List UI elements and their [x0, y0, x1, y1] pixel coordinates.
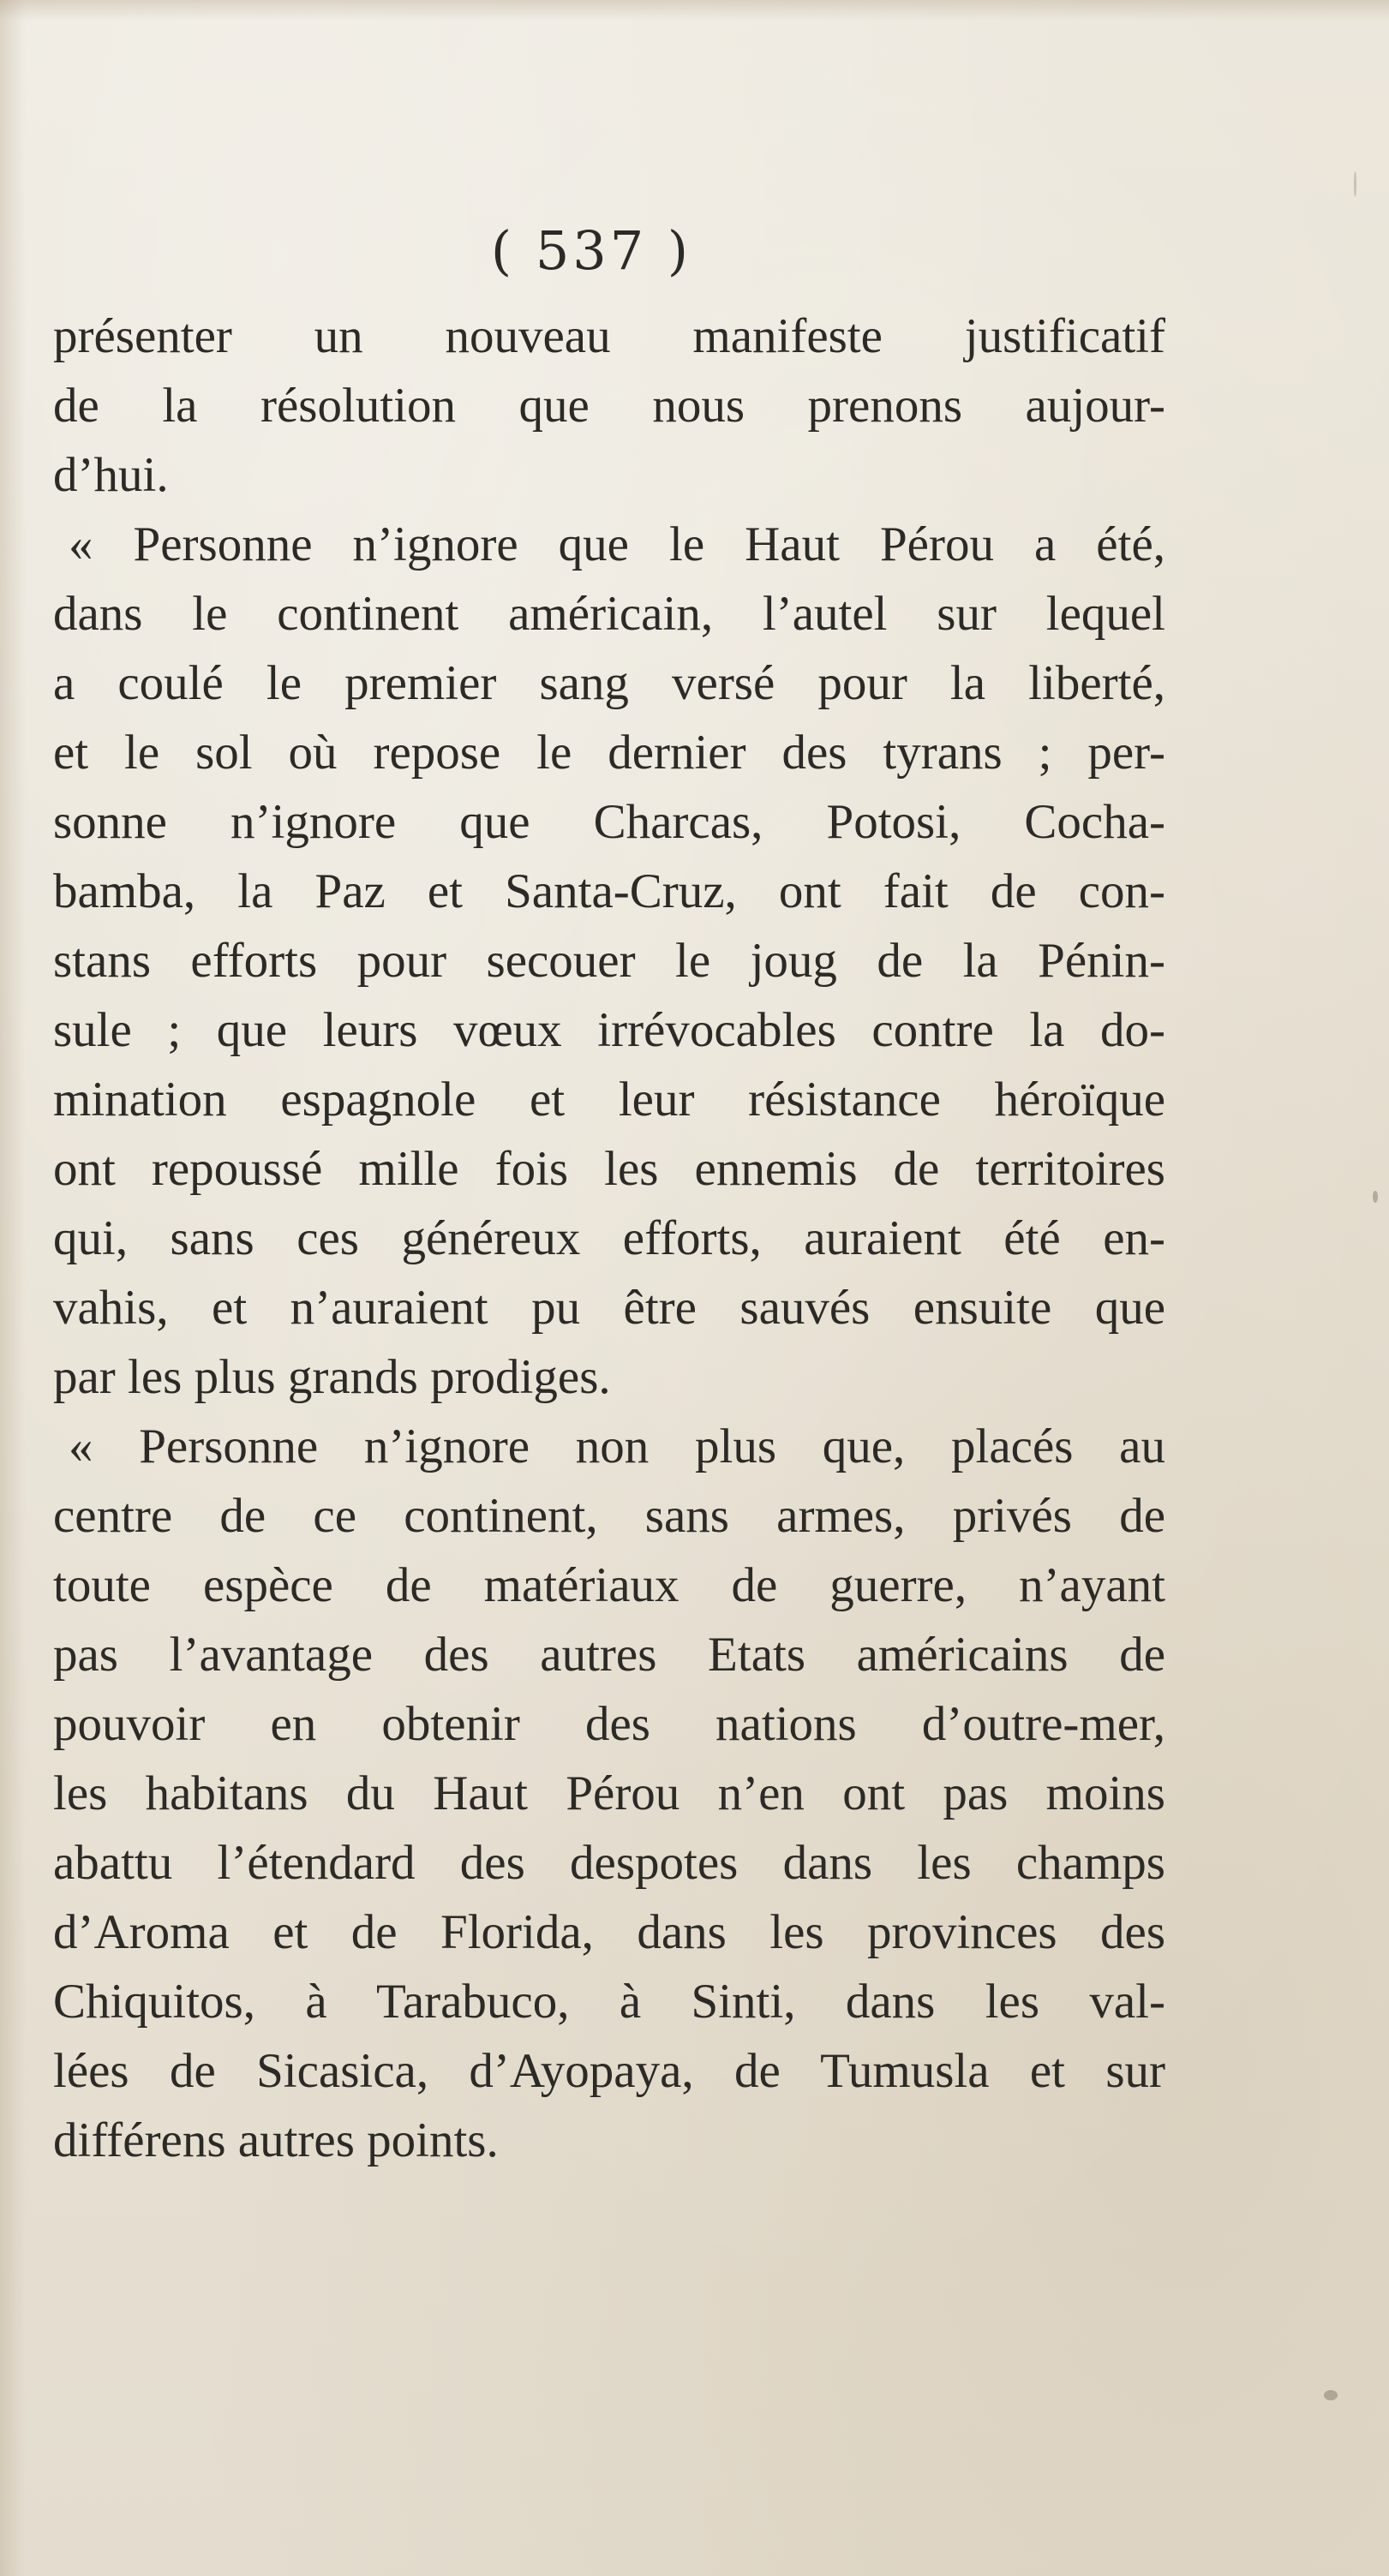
page-gutter-shadow	[0, 0, 26, 2576]
text-line: « Personne n’ignore non plus que, placés au	[69, 1419, 1165, 1473]
text-line: qui, sans ces généreux efforts, auraient été en-	[53, 1211, 1165, 1265]
page-number: ( 537 )	[490, 219, 692, 282]
paragraph-1	[53, 302, 1165, 510]
text-line: Chiquitos, à Tarabuco, à Sinti, dans les val-	[53, 1975, 1165, 2029]
text-line: « Personne n’ignore que le Haut Pérou a été,	[69, 517, 1165, 571]
text-line: pas l’avantage des autres Etats américains de	[53, 1628, 1165, 1682]
text-line: sule ; que leurs vœux irrévocables contre la do-	[53, 1003, 1165, 1057]
paragraph-3	[53, 1412, 1165, 2175]
text-line: bamba, la Paz et Santa-Cruz, ont fait de con-	[53, 864, 1165, 918]
text-line: centre de ce continent, sans armes, privés de	[53, 1489, 1165, 1543]
text-line: de la résolution que nous prenons aujour-	[53, 379, 1165, 433]
text-line: toute espèce de matériaux de guerre, n’ayant	[53, 1558, 1165, 1612]
text-line: différens autres points.	[53, 2113, 499, 2167]
text-line: présenter un nouveau manifeste justificatif	[53, 309, 1165, 363]
paper-speck	[1354, 171, 1356, 197]
paragraph-2	[53, 510, 1165, 1412]
text-line: ont repoussé mille fois les ennemis de territoires	[53, 1142, 1165, 1196]
text-line: par les plus grands prodiges.	[53, 1350, 611, 1404]
text-line: pouvoir en obtenir des nations d’outre-mer,	[53, 1697, 1165, 1751]
text-line: stans efforts pour secouer le joug de la Pénin-	[53, 934, 1165, 988]
page-top-shadow	[0, 0, 1389, 21]
text-line: lées de Sicasica, d’Ayopaya, de Tumusla et sur	[53, 2044, 1165, 2098]
text-line: d’hui.	[53, 448, 169, 502]
body-text	[53, 302, 1165, 2175]
text-line: abattu l’étendard des despotes dans les champs	[53, 1836, 1165, 1890]
text-line: dans le continent américain, l’autel sur lequel	[53, 587, 1165, 641]
paper-speck	[1324, 2390, 1338, 2400]
text-line: sonne n’ignore que Charcas, Potosi, Cocha-	[53, 795, 1165, 849]
text-line: vahis, et n’auraient pu être sauvés ensuite que	[53, 1281, 1165, 1335]
paper-speck	[1373, 1191, 1378, 1203]
text-line: a coulé le premier sang versé pour la liberté,	[53, 656, 1165, 710]
text-line: mination espagnole et leur résistance héroïque	[53, 1073, 1165, 1127]
text-line: les habitans du Haut Pérou n’en ont pas moins	[53, 1766, 1165, 1820]
text-line: et le sol où repose le dernier des tyrans ; per-	[53, 726, 1165, 780]
text-line: d’Aroma et de Florida, dans les provinces des	[53, 1905, 1165, 1959]
